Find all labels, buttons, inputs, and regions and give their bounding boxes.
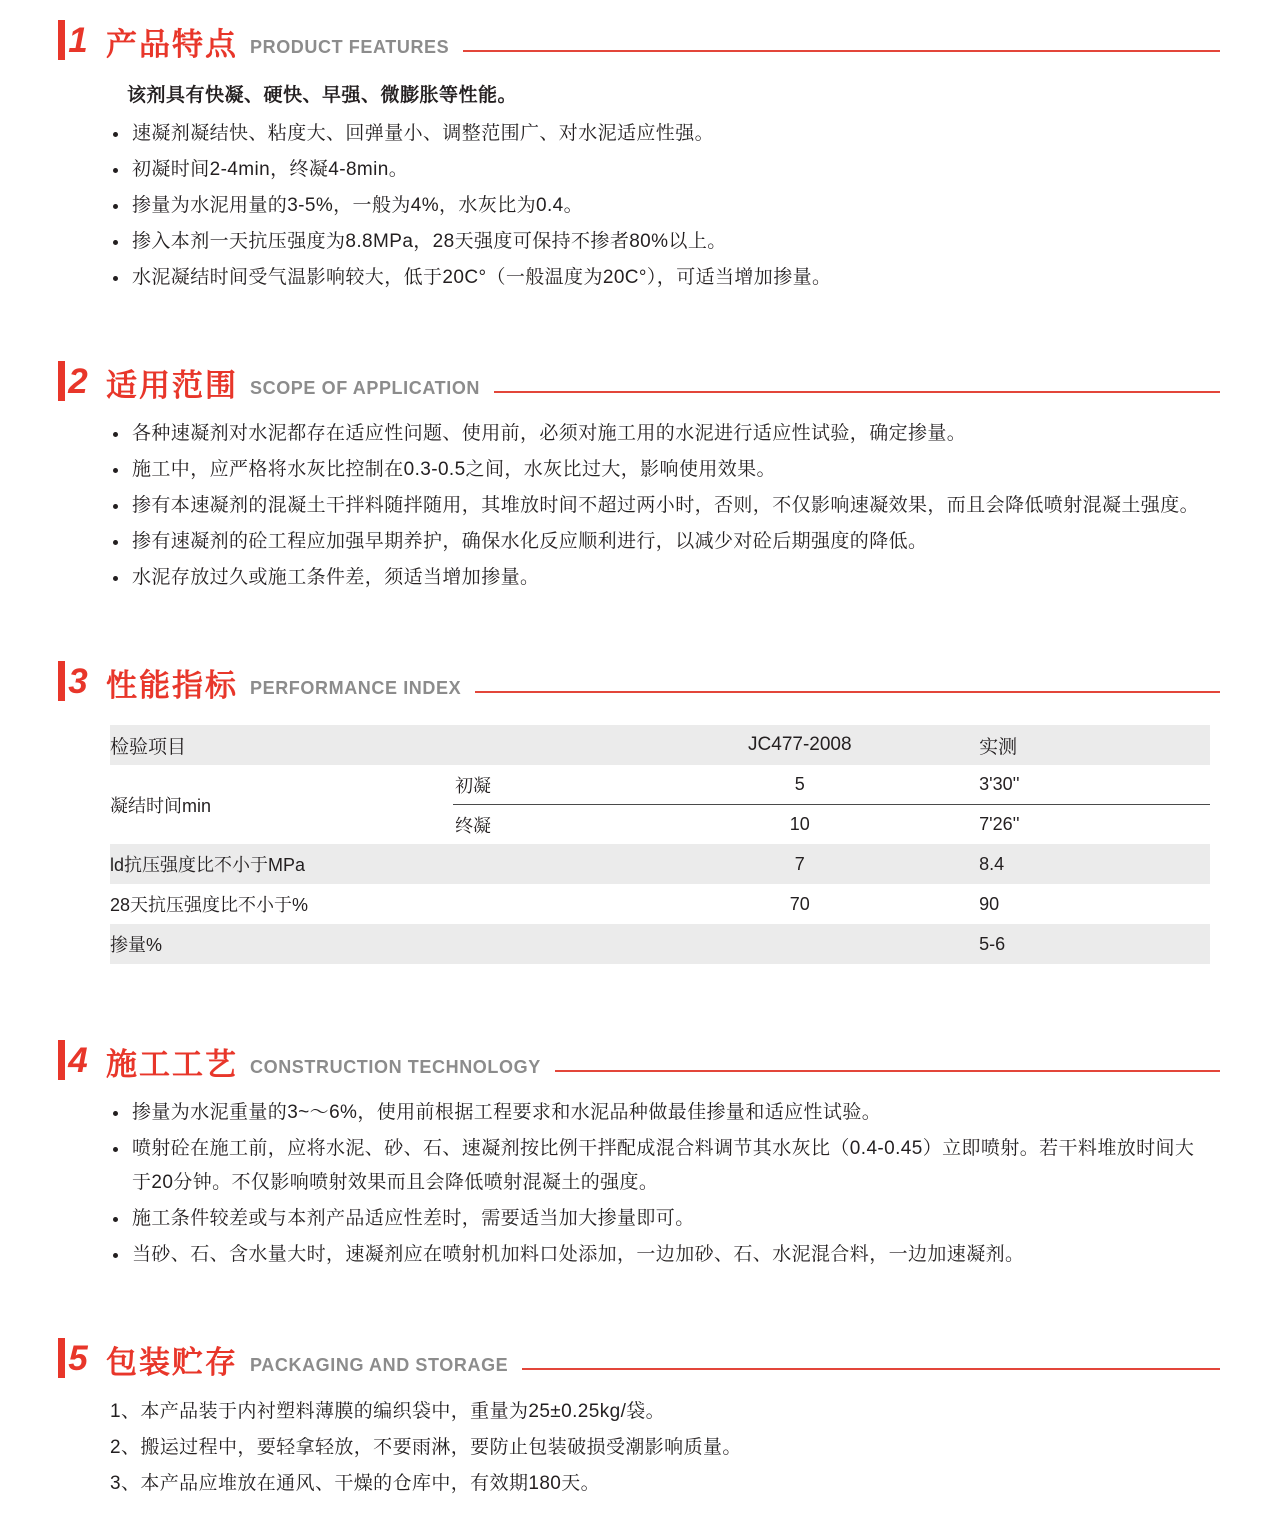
cell-actual: 3'30'' (979, 765, 1210, 805)
list-item: 2、搬运过程中，要轻拿轻放，不要雨淋，要防止包装破损受潮影响质量。 (110, 1437, 742, 1458)
list-item: 掺量为水泥用量的3-5%，一般为4%，水灰比为0.4。 (110, 189, 1200, 223)
list-item: 各种速凝剂对水泥都存在适应性问题、使用前，必须对施工用的水泥进行适应性试验，确定掺量。 (110, 417, 1200, 451)
section-number-bar (58, 1338, 65, 1378)
header-item: 检验项目 (110, 725, 453, 765)
cell-standard (690, 765, 979, 805)
cell-standard-text: 7 (794, 853, 805, 874)
section-title-en: SCOPE OF APPLICATION (250, 378, 481, 398)
section-number-bar (58, 1040, 65, 1080)
spacer (0, 597, 1280, 641)
feature-list (110, 117, 1200, 295)
performance-table-wrap (0, 703, 1280, 964)
section-number-badge (58, 1038, 88, 1082)
list-item: 水泥存放过久或施工条件差，须适当增加掺量。 (110, 561, 1200, 595)
cell-sub (453, 924, 690, 964)
list-item: 水泥凝结时间受气温影响较大，低于20C°（一般温度为20C°），可适当增加掺量。 (110, 261, 1200, 295)
table-row (110, 884, 1210, 924)
performance-table (110, 725, 1210, 964)
section-number: 3 (68, 661, 88, 701)
list-item: 速凝剂凝结快、粘度大、回弹量小、调整范围广、对水泥适应性强。 (110, 117, 1200, 151)
section-number: 5 (68, 1338, 88, 1378)
section-number-badge (58, 1336, 88, 1380)
section-title-cn: 性能指标 (106, 668, 238, 703)
section-number-bar (58, 20, 65, 60)
section-number-badge (58, 359, 88, 403)
section-divider (463, 50, 1220, 52)
cell-item: 掺量% (110, 924, 453, 964)
table-header-row (110, 725, 1210, 765)
cell-standard (690, 805, 979, 845)
section-divider (522, 1368, 1220, 1370)
spacer (0, 1502, 1280, 1528)
table-row (110, 765, 1210, 805)
section-product-features (0, 0, 1280, 295)
list-item: 掺量为水泥重量的3~～6%，使用前根据工程要求和水泥品种做最佳掺量和适应性试验。 (110, 1096, 1200, 1130)
section-title-cn: 包装贮存 (106, 1345, 238, 1380)
section-header (0, 0, 1280, 62)
section-scope-of-application (0, 341, 1280, 595)
cell-actual: 7'26'' (979, 805, 1210, 845)
cell-item: ld抗压强度比不小于MPa (110, 844, 453, 884)
section-header (0, 1318, 1280, 1380)
section-body (0, 1082, 1280, 1272)
list-item: 掺入本剂一天抗压强度为8.8MPa，28天强度可保持不掺者80%以上。 (110, 225, 1200, 259)
cell-sub (453, 844, 690, 884)
cell-standard (690, 884, 979, 924)
header-standard-text: JC477-2008 (748, 734, 852, 755)
section-divider (494, 391, 1220, 393)
section-title-cn: 适用范围 (106, 368, 238, 403)
cell-standard-text: 10 (789, 814, 810, 834)
section-divider (475, 691, 1220, 693)
list-item: 初凝时间2-4min，终凝4-8min。 (110, 153, 1200, 187)
section-title-en: CONSTRUCTION TECHNOLOGY (250, 1057, 541, 1077)
section-divider (555, 1070, 1220, 1072)
section-number-badge (58, 18, 88, 62)
section-header (0, 641, 1280, 703)
cell-sub-text: 终凝 (455, 815, 492, 836)
cell-actual: 5-6 (979, 924, 1210, 964)
section-number-bar (58, 661, 65, 701)
construction-list (110, 1096, 1200, 1272)
list-item: 当砂、石、含水量大时，速凝剂应在喷射机加料口处添加，一边加砂、石、水泥混合料，一边加速凝剂。 (110, 1238, 1200, 1272)
cell-sub-text: 初凝 (455, 775, 492, 796)
list-item: 施工中，应严格将水灰比控制在0.3-0.5之间，水灰比过大，影响使用效果。 (110, 453, 1200, 487)
section-number: 4 (68, 1040, 88, 1080)
section-header (0, 341, 1280, 403)
section-packaging-and-storage (0, 1318, 1280, 1502)
cell-standard (690, 924, 979, 964)
cell-standard (690, 844, 979, 884)
section-title-cn: 施工工艺 (106, 1047, 238, 1082)
list-item: 3、本产品应堆放在通风、干燥的仓库中，有效期180天。 (110, 1473, 601, 1494)
section-lead-text: 该剂具有快凝、硬快、早强、微膨胀等性能。 (127, 85, 518, 106)
table-row (110, 844, 1210, 884)
section-body (0, 403, 1280, 595)
header-standard (690, 725, 979, 765)
packaging-list (110, 1394, 1200, 1502)
spacer (0, 297, 1280, 341)
cell-sub (453, 884, 690, 924)
section-title-cn: 产品特点 (106, 27, 238, 62)
section-body (0, 1380, 1280, 1502)
list-item: 施工条件较差或与本剂产品适应性差时，需要适当加大掺量即可。 (110, 1202, 1200, 1236)
cell-standard-text: 5 (794, 774, 805, 794)
spacer (0, 964, 1280, 1020)
section-number: 1 (68, 20, 88, 60)
cell-item: 凝结时间min (110, 765, 453, 844)
section-header (0, 1020, 1280, 1082)
cell-actual: 8.4 (979, 844, 1210, 884)
cell-item: 28天抗压强度比不小于% (110, 884, 453, 924)
section-performance-index (0, 641, 1280, 964)
cell-standard-text: 70 (789, 893, 810, 914)
section-title-en: PRODUCT FEATURES (250, 37, 450, 57)
list-item: 掺有本速凝剂的混凝土干拌料随拌随用，其堆放时间不超过两小时，否则，不仅影响速凝效果，而且会降低喷射混凝土强度。 (110, 489, 1200, 523)
scope-list (110, 417, 1200, 595)
header-actual: 实测 (979, 725, 1210, 765)
cell-sub (453, 765, 690, 805)
section-body (0, 80, 1280, 295)
list-item: 1、本产品装于内衬塑料薄膜的编织袋中，重量为25±0.25kg/袋。 (110, 1401, 666, 1422)
list-item: 喷射砼在施工前，应将水泥、砂、石、速凝剂按比例干拌配成混合料调节其水灰比（0.4-0.45）立即喷射。若干料堆放时间大于20分钟。不仅影响喷射效果而且会降低喷射混凝土的强度。 (110, 1132, 1200, 1200)
table-row (110, 924, 1210, 964)
section-number-bar (58, 361, 65, 401)
cell-actual: 90 (979, 884, 1210, 924)
cell-sub (453, 805, 690, 845)
section-title-en: PERFORMANCE INDEX (250, 678, 462, 698)
spacer (0, 1274, 1280, 1318)
section-number: 2 (68, 361, 88, 401)
section-number-badge (58, 659, 88, 703)
list-item: 掺有速凝剂的砼工程应加强早期养护，确保水化反应顺利进行，以减少对砼后期强度的降低。 (110, 525, 1200, 559)
section-construction-technology (0, 1020, 1280, 1272)
header-sub (453, 725, 690, 765)
section-title-en: PACKAGING AND STORAGE (250, 1355, 509, 1375)
